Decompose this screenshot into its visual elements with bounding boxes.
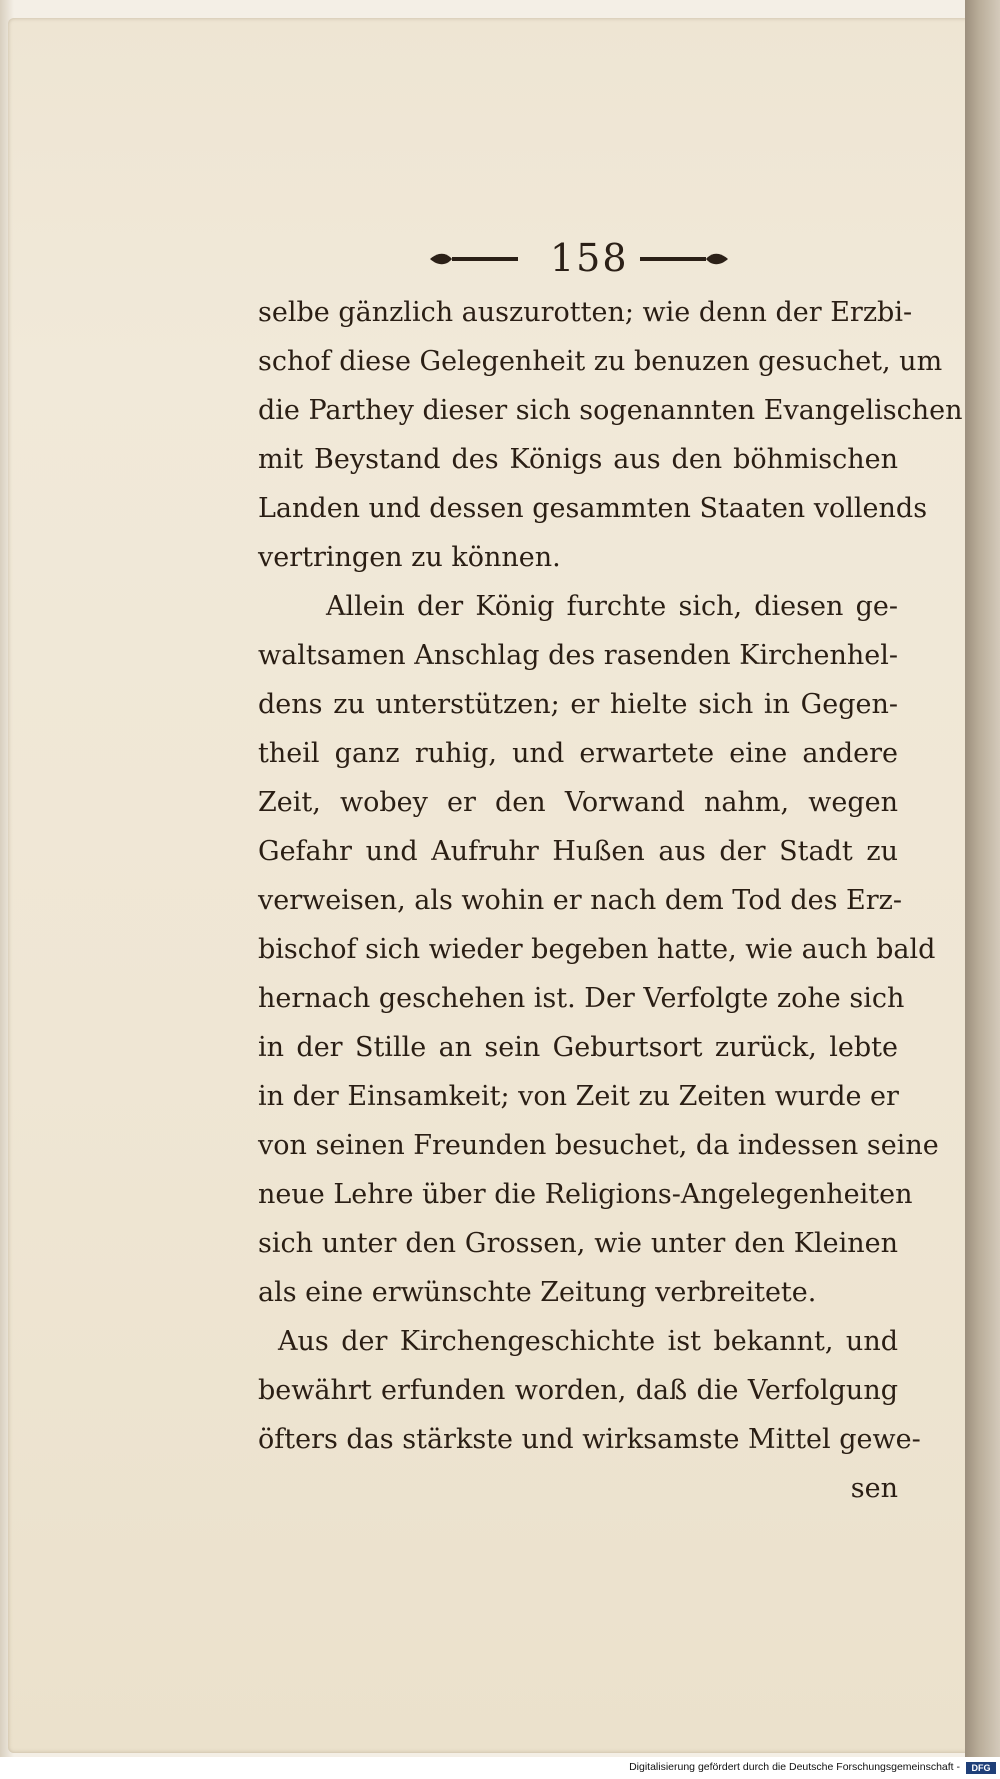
text-line: die Parthey dieser sich sogenannten Evangelischen (258, 395, 963, 426)
text-line: in der Stille an sein Geburtsort zurück, lebte (258, 1032, 898, 1063)
text-line: waltsamen Anschlag des rasenden Kirchenhel- (258, 640, 898, 671)
text-line: selbe gänzlich auszurotten; wie denn der Erzbi- (258, 297, 913, 328)
text-line: Aus der Kirchengeschichte ist bekannt, und (278, 1326, 898, 1357)
digitization-footer (0, 1757, 1000, 1779)
text-line: hernach geschehen ist. Der Verfolgte zohe sich (258, 983, 905, 1014)
text-line: neue Lehre über die Religions-Angelegenheiten (258, 1179, 913, 1210)
text-line: als eine erwünschte Zeitung verbreitete. (258, 1277, 817, 1308)
text-line: verweisen, als wohin er nach dem Tod des Erz- (258, 885, 902, 916)
text-line: theil ganz ruhig, und erwartete eine andere (258, 738, 898, 769)
text-line: schof diese Gelegenheit zu benuzen gesuchet, um (258, 346, 943, 377)
book-fore-edge (965, 0, 1000, 1779)
text-line: Allein der König furchte sich, diesen ge- (326, 591, 898, 622)
text-line: Zeit, wobey er den Vorwand nahm, wegen (258, 787, 898, 818)
text-line: bewährt erfunden worden, daß die Verfolgung (258, 1375, 898, 1406)
dfg-logo: DFG (966, 1762, 996, 1774)
text-line: von seinen Freunden besuchet, da indessen seine (258, 1130, 939, 1161)
funding-credit: Digitalisierung gefördert durch die Deutsche Forschungsgemeinschaft - (629, 1761, 960, 1773)
right-ornament-icon (638, 252, 730, 266)
text-line: in der Einsamkeit; von Zeit zu Zeiten wurde er (258, 1081, 899, 1112)
text-line: Landen und dessen gesammten Staaten vollends (258, 493, 928, 524)
page-number: 158 (550, 236, 629, 280)
text-line: dens zu unterstützen; er hielte sich in Gegen- (258, 689, 898, 720)
text-line: Gefahr und Aufruhr Hußen aus der Stadt zu (258, 836, 898, 867)
text-line: vertringen zu können. (258, 542, 561, 573)
text-line: öfters das stärkste und wirksamste Mittel gewe- (258, 1424, 921, 1455)
body-text (258, 288, 963, 1513)
text-line: sich unter den Grossen, wie unter den Kleinen (258, 1228, 898, 1259)
paper-page (8, 18, 973, 1753)
left-ornament-icon (428, 252, 520, 266)
text-line: bischof sich wieder begeben hatte, wie auch bald (258, 934, 936, 965)
text-line: mit Beystand des Königs aus den böhmischen (258, 444, 898, 475)
page-header (428, 236, 738, 286)
catchword: sen (850, 1473, 898, 1504)
